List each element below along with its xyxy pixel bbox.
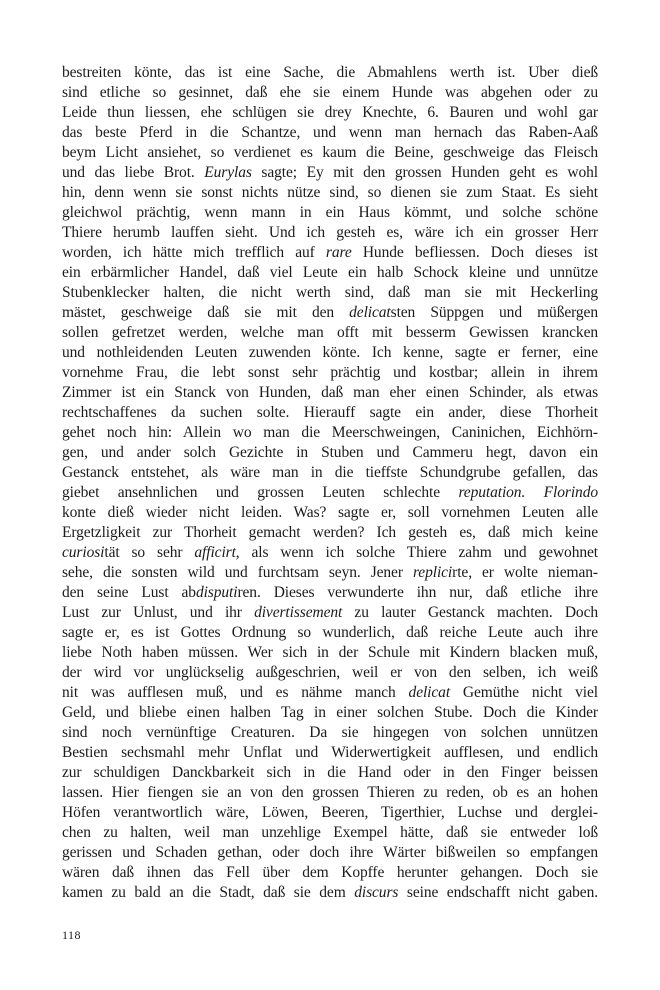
text-line <box>62 203 598 223</box>
text-segment: Gestanck entstehet, als wäre man in die tieffste Schundgrube gefallen, das <box>62 464 598 481</box>
text-line <box>62 623 598 643</box>
text-line <box>62 263 598 283</box>
text-segment: sollen gefretzet werden, welche man offt mit besserm Gewissen krancken <box>62 324 598 341</box>
text-segment: sagte; Ey mit den grossen Hunden geht es wohl <box>251 164 598 181</box>
text-segment: mästet, geschweige daß sie mit den <box>62 304 350 321</box>
text-line <box>62 823 598 843</box>
italic-text-segment: replici <box>412 564 453 581</box>
text-segment: gerissen und Schaden gethan, oder doch ihre Wärter bißweilen so empfangen <box>62 844 598 861</box>
text-line <box>62 163 598 183</box>
text-line <box>62 603 598 623</box>
text-segment: der wird vor unglückselig außgeschrien, weil er von den selben, ich weiß <box>62 664 598 681</box>
text-line <box>62 63 598 83</box>
text-segment: beym Licht ansiehet, so verdienet es kaum die Beine, geschweige das Fleisch <box>62 144 598 161</box>
text-line <box>62 643 598 663</box>
italic-text-segment: rare <box>325 244 352 261</box>
text-line <box>62 143 598 163</box>
text-segment: bestreiten könte, das ist eine Sache, die Abmahlens werth ist. Uber dieß <box>62 64 598 81</box>
text-segment: Gemüthe nicht viel <box>450 684 598 701</box>
italic-text-segment: Eurylas <box>204 164 252 181</box>
text-segment: kamen zu bald an die Stadt, daß sie dem <box>62 884 355 901</box>
text-segment: hin, denn wenn sie sonst nichts nütze sind, so dienen sie zum Staat. Es sieht <box>62 184 598 201</box>
text-segment: Leide thun liessen, ehe schlügen sie drey Knechte, 6. Bauren und wohl gar <box>62 104 598 121</box>
italic-text-segment: disputi <box>195 584 238 601</box>
text-segment: gleichwol prächtig, wenn mann in ein Haus kömmt, und solche schöne <box>62 204 598 221</box>
text-line <box>62 443 598 463</box>
text-line <box>62 103 598 123</box>
text-segment: rechtschaffenes da suchen solte. Hierauff sagte ein ander, diese Thorheit <box>62 404 598 421</box>
text-line <box>62 403 598 423</box>
text-line <box>62 83 598 103</box>
text-line <box>62 743 598 763</box>
text-segment: liebe Noth haben müssen. Wer sich in der Schule mit Kindern blacken muß, <box>62 644 598 661</box>
text-segment: zur schuldigen Danckbarkeit sich in die Hand oder in den Finger beissen <box>62 764 598 781</box>
text-line <box>62 763 598 783</box>
text-line <box>62 303 598 323</box>
text-line <box>62 883 598 903</box>
text-segment: gen, und ander solch Gezichte in Stuben und Cammeru hegt, davon ein <box>62 444 598 461</box>
text-segment: seine endschafft nicht gaben. <box>398 884 598 901</box>
text-line <box>62 683 598 703</box>
text-line <box>62 363 598 383</box>
text-segment: zu lauter Gestanck machten. Doch <box>342 604 598 621</box>
text-segment: Geld, und bliebe einen halben Tag in einer solchen Stube. Doch die Kinder <box>62 704 598 721</box>
text-segment: giebet ansehnlichen und grossen Leuten schlechte <box>62 484 459 501</box>
text-line <box>62 803 598 823</box>
text-line <box>62 383 598 403</box>
text-segment: Zimmer ist ein Stanck von Hunden, daß man eher einen Schinder, als etwas <box>62 384 598 401</box>
italic-text-segment: curiosi <box>62 544 105 561</box>
text-line <box>62 863 598 883</box>
text-segment: rte, er wolte nieman- <box>452 564 598 581</box>
text-segment: worden, ich hätte mich trefflich auf <box>62 244 326 261</box>
text-line <box>62 323 598 343</box>
text-segment: sehe, die sonsten wild und furchtsam seyn. Jener <box>62 564 413 581</box>
italic-text-segment: delicat <box>408 684 451 701</box>
text-line <box>62 223 598 243</box>
text-line <box>62 563 598 583</box>
text-segment: das beste Pferd in die Schantze, und wenn man hernach das Raben-Aaß <box>62 124 598 141</box>
text-line <box>62 543 598 563</box>
text-segment: ren. Dieses verwunderte ihn nur, daß etliche ihre <box>237 584 598 601</box>
italic-text-segment: divertissement <box>254 604 343 621</box>
text-segment: als wenn ich solche Thiere zahm und gewohnet <box>239 544 598 561</box>
text-segment: chen zu halten, weil man unzehlige Exempel hätte, daß sie entweder loß <box>62 824 598 841</box>
text-segment: lassen. Hier fiengen sie an von den grossen Thieren zu reden, ob es an hohen <box>62 784 598 801</box>
text-segment: ein erbärmlicher Handel, daß viel Leute ein halb Schock kleine und unnütze <box>62 264 598 281</box>
text-segment: sten Süppgen und müßergen <box>390 304 598 321</box>
text-segment: Hunde befliessen. Doch dieses ist <box>351 244 598 261</box>
text-line <box>62 703 598 723</box>
text-segment: Thiere herumb lauffen sieht. Und ich gesteh es, wäre ich ein grosser Herr <box>62 224 598 241</box>
text-segment: sagte er, es ist Gottes Ordnung so wunderlich, daß reiche Leute auch ihre <box>62 624 598 641</box>
text-line <box>62 663 598 683</box>
text-line <box>62 343 598 363</box>
text-segment: nit was aufflesen muß, und es nähme manch <box>62 684 409 701</box>
text-line <box>62 423 598 443</box>
text-line <box>62 463 598 483</box>
text-line <box>62 523 598 543</box>
text-segment: sind noch vernünftige Creaturen. Da sie hingegen von solchen unnützen <box>62 724 598 741</box>
text-segment: vornehme Frau, die lebt sonst sehr prächtig und kostbar; allein in ihrem <box>62 364 598 381</box>
italic-text-segment: reputation. Florindo <box>458 484 598 501</box>
text-segment: Bestien sechsmahl mehr Unflat und Widerwertigkeit aufflesen, und endlich <box>62 744 598 761</box>
text-segment: konte dieß wieder nicht leiden. Was? sagte er, soll vornehmen Leuten alle <box>62 504 598 521</box>
text-segment: und nothleidenden Leuten zuwenden könte. Ich kenne, sagte er ferner, eine <box>62 344 598 361</box>
text-line <box>62 243 598 263</box>
page-number: 118 <box>62 928 82 942</box>
text-segment: und das liebe Brot. <box>62 164 205 181</box>
text-segment: Stubenklecker halten, die nicht werth sind, daß man sie mit Heckerling <box>62 284 598 301</box>
text-line <box>62 123 598 143</box>
text-line <box>62 283 598 303</box>
italic-text-segment: afficirt, <box>194 544 240 561</box>
text-line <box>62 483 598 503</box>
text-line <box>62 583 598 603</box>
page-body <box>62 63 598 903</box>
text-line <box>62 503 598 523</box>
text-segment: wären daß ihnen das Fell über dem Kopffe herunter gehangen. Doch sie <box>62 864 598 881</box>
text-line <box>62 723 598 743</box>
italic-text-segment: delicat <box>349 304 391 321</box>
text-segment: Ergetzligkeit zur Thorheit gemacht werden? Ich gesteh es, daß mich keine <box>62 524 598 541</box>
text-segment: den seine Lust ab <box>62 584 196 601</box>
text-line <box>62 783 598 803</box>
text-segment: gehet noch hin: Allein wo man die Meerschweingen, Caninichen, Eichhörn- <box>62 424 598 441</box>
text-line <box>62 183 598 203</box>
italic-text-segment: discurs <box>354 884 399 901</box>
text-segment: Höfen verantwortlich wäre, Löwen, Beeren, Tigerthier, Luchse und derglei- <box>62 804 598 821</box>
text-segment: sind etliche so gesinnet, daß ehe sie einem Hunde was abgehen oder zu <box>62 84 598 101</box>
text-line <box>62 843 598 863</box>
text-segment: tät so sehr <box>104 544 195 561</box>
text-segment: Lust zur Unlust, und ihr <box>62 604 255 621</box>
